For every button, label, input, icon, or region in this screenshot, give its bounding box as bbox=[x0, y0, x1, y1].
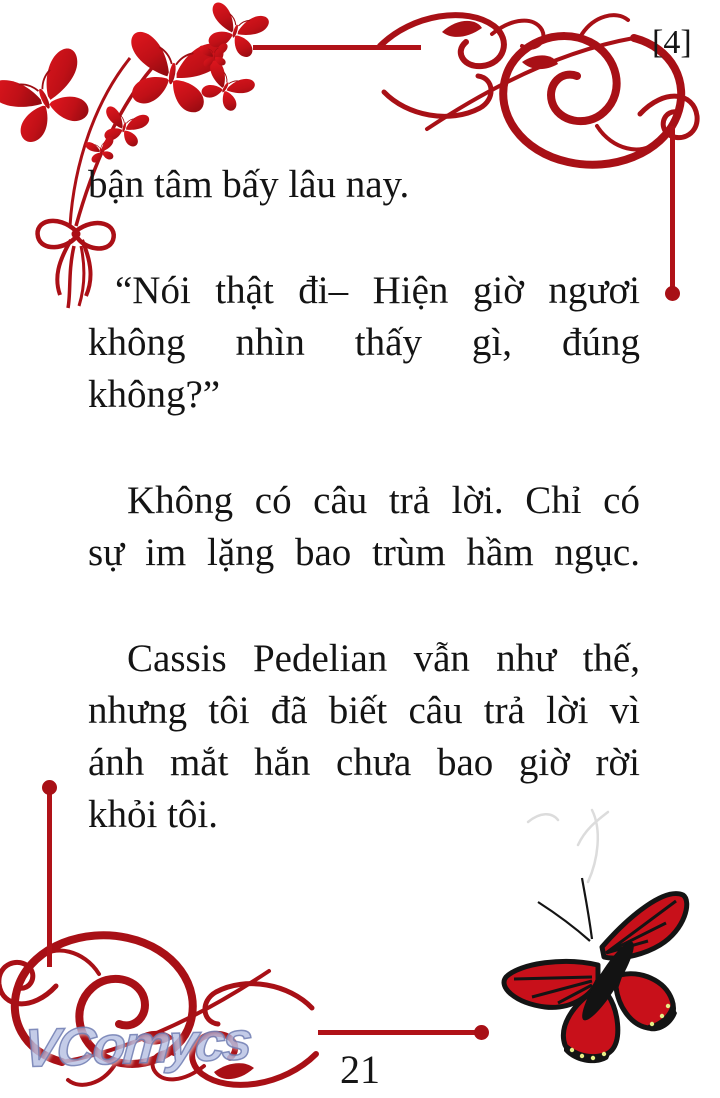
left-border-line bbox=[47, 792, 52, 967]
text-line: “Nói thật đi– Hiện giờ ngươi bbox=[115, 269, 640, 312]
text-line: ánh mắt hắn chưa bao giờ rời bbox=[88, 741, 640, 784]
paragraph bbox=[88, 633, 640, 841]
text-line: không nhìn thấy gì, đúng bbox=[88, 321, 640, 364]
page-number: 21 bbox=[340, 1047, 380, 1092]
story-text bbox=[88, 159, 640, 895]
right-border-line-dot bbox=[665, 286, 680, 301]
text-line: bận tâm bấy lâu nay. bbox=[88, 163, 410, 206]
text-line: Không có câu trả lời. Chỉ có bbox=[127, 479, 640, 522]
text-line: không?” bbox=[88, 373, 221, 416]
text-line: sự im lặng bao trùm hầm ngục. bbox=[88, 531, 640, 574]
left-border-line-dot bbox=[42, 780, 57, 795]
text-line: khỏi tôi. bbox=[88, 793, 219, 836]
right-border-line bbox=[670, 126, 675, 290]
paragraph bbox=[88, 159, 640, 211]
top-border-line bbox=[253, 45, 421, 50]
translator-watermark: VComycs bbox=[21, 1011, 252, 1079]
chapter-part-tag: [4] bbox=[652, 24, 692, 61]
paragraph bbox=[88, 475, 640, 579]
paragraph bbox=[88, 265, 640, 421]
bottom-border-line-dot bbox=[474, 1025, 489, 1040]
text-line: Cassis Pedelian vẫn như thế, bbox=[127, 637, 640, 680]
text-line: nhưng tôi đã biết câu trả lời vì bbox=[88, 689, 640, 732]
bottom-border-line bbox=[318, 1030, 476, 1035]
